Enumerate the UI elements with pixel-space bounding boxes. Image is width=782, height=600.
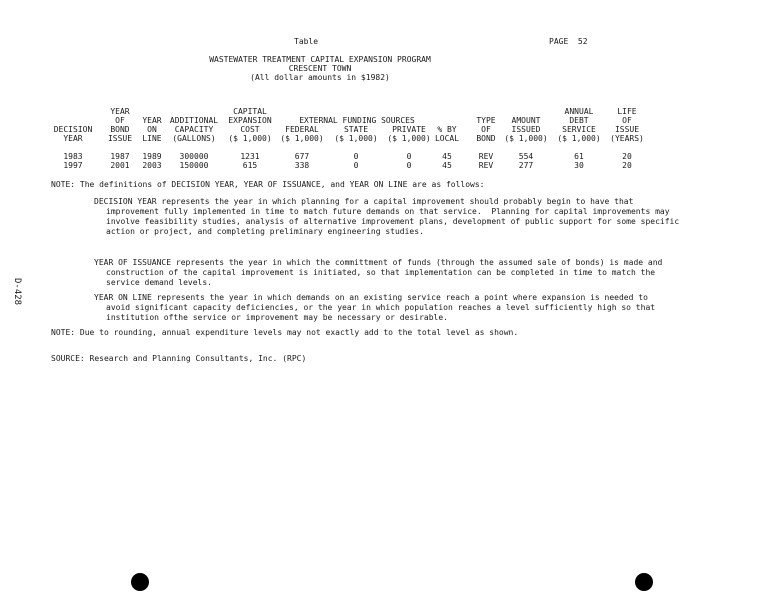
table-cell: 0 bbox=[406, 152, 412, 161]
table-cell: 1989 bbox=[142, 152, 162, 161]
header-private: PRIVATE bbox=[392, 125, 426, 134]
table-cell: 45 bbox=[442, 161, 452, 170]
table-cell: 0 bbox=[406, 161, 412, 170]
table-cell: REV bbox=[478, 152, 494, 161]
header-decision-year: YEAR bbox=[63, 134, 83, 143]
table-cell: 20 bbox=[622, 161, 632, 170]
decision-year-definition bbox=[94, 197, 744, 237]
source-note: SOURCE: Research and Planning Consultants, Inc. (RPC) bbox=[51, 354, 307, 363]
table-cell: 20 bbox=[622, 152, 632, 161]
page-number: PAGE 52 bbox=[549, 37, 588, 46]
header-federal: FEDERAL bbox=[285, 125, 319, 134]
binder-hole-right bbox=[635, 573, 653, 591]
header-debt-service: SERVICE bbox=[562, 125, 596, 134]
header-pct-local: LOCAL bbox=[434, 134, 460, 143]
table-cell: 338 bbox=[294, 161, 310, 170]
definition-line: YEAR OF ISSUANCE represents the year in which the committment of funds (through the assumed sale of bonds) is made and bbox=[94, 258, 663, 267]
header-decision: DECISION bbox=[53, 125, 93, 134]
header-bondtype-bond: BOND bbox=[476, 134, 496, 143]
definition-line: DECISION YEAR represents the year in which planning for a capital improvement should probably begin to have that bbox=[94, 197, 634, 206]
definition-line: action or project, and completing preliminary engineering studies. bbox=[106, 227, 424, 236]
header-bondtype-of: OF bbox=[481, 125, 491, 134]
header-cost-units: ($ 1,000) bbox=[228, 134, 272, 143]
header-cost-cost: COST bbox=[240, 125, 260, 134]
header-life: LIFE bbox=[617, 107, 637, 116]
table-cell: 0 bbox=[353, 152, 359, 161]
table-cell: 677 bbox=[294, 152, 310, 161]
table-cell: 0 bbox=[353, 161, 359, 170]
table-cell: REV bbox=[478, 161, 494, 170]
header-bond-of: OF bbox=[115, 116, 125, 125]
table-cell: 61 bbox=[574, 152, 584, 161]
table-cell: 1983 bbox=[63, 152, 83, 161]
definition-line: involve feasibility studies, analysis of alternative improvement plans, development of public support for some specific bbox=[106, 217, 680, 226]
year-on-line-definition bbox=[94, 293, 744, 323]
table-cell: 45 bbox=[442, 152, 452, 161]
header-private-units: ($ 1,000) bbox=[387, 134, 431, 143]
document-subtitle: CRESCENT TOWN bbox=[288, 64, 352, 73]
table-cell: 30 bbox=[574, 161, 584, 170]
rounding-note: NOTE: Due to rounding, annual expenditure levels may not exactly add to the total level as shown. bbox=[51, 328, 519, 337]
header-online-line: LINE bbox=[142, 134, 162, 143]
header-federal-units: ($ 1,000) bbox=[280, 134, 324, 143]
header-debt-debt: DEBT bbox=[569, 116, 589, 125]
definition-line: service demand levels. bbox=[106, 278, 212, 287]
header-online-on: ON bbox=[147, 125, 157, 134]
header-debt-units: ($ 1,000) bbox=[557, 134, 601, 143]
header-online-year: YEAR bbox=[142, 116, 162, 125]
binder-hole-left bbox=[131, 573, 149, 591]
header-life-issue: ISSUE bbox=[614, 125, 640, 134]
definitions-note: NOTE: The definitions of DECISION YEAR, YEAR OF ISSUANCE, and YEAR ON LINE are as follows: bbox=[51, 180, 485, 189]
header-amount-issued: ISSUED bbox=[511, 125, 541, 134]
table-cell: 277 bbox=[518, 161, 534, 170]
table-cell: 150000 bbox=[179, 161, 209, 170]
table-label: Table bbox=[294, 37, 319, 46]
header-bond-issue: ISSUE bbox=[107, 134, 133, 143]
document-currency-note: (All dollar amounts in $1982) bbox=[250, 73, 390, 82]
header-bondtype-type: TYPE bbox=[476, 116, 496, 125]
header-funding-sources: EXTERNAL FUNDING SOURCES bbox=[299, 116, 415, 125]
definition-line: avoid significant capacity deficiencies, or the year in which population reaches a level sufficiently high so that bbox=[106, 303, 656, 312]
definition-line: improvement fully implemented in time to match future demands on that service. Planning for capital improvements may bbox=[106, 207, 670, 216]
table-cell: 1987 bbox=[110, 152, 130, 161]
header-cost-capital: CAPITAL bbox=[233, 107, 267, 116]
table-cell: 300000 bbox=[179, 152, 209, 161]
header-life-of: OF bbox=[622, 116, 632, 125]
table-cell: 554 bbox=[518, 152, 534, 161]
definition-line: institution ofthe service or improvement may be necessary or desirable. bbox=[106, 313, 448, 322]
header-amount-units: ($ 1,000) bbox=[504, 134, 548, 143]
header-capacity-additional: ADDITIONAL bbox=[169, 116, 219, 125]
header-capacity-gallons: (GALLONS) bbox=[172, 134, 216, 143]
header-life-years: (YEARS) bbox=[610, 134, 644, 143]
header-amount: AMOUNT bbox=[511, 116, 541, 125]
table-cell: 1231 bbox=[240, 152, 260, 161]
table-cell: 2001 bbox=[110, 161, 130, 170]
definition-line: construction of the capital improvement is initiated, so that implementation can be completed in time to match the bbox=[106, 268, 656, 277]
header-cost-expansion: EXPANSION bbox=[228, 116, 272, 125]
header-state-units: ($ 1,000) bbox=[334, 134, 378, 143]
definition-line: YEAR ON LINE represents the year in which demands on an existing service reach a point where expansion is needed to bbox=[94, 293, 648, 302]
header-state: STATE bbox=[343, 125, 369, 134]
table-cell: 2003 bbox=[142, 161, 162, 170]
document-title: WASTEWATER TREATMENT CAPITAL EXPANSION PROGRAM bbox=[209, 55, 431, 64]
side-page-label: D-428 bbox=[12, 278, 22, 306]
header-pct-by: % BY bbox=[437, 125, 457, 134]
table-cell: 615 bbox=[242, 161, 258, 170]
table-cell: 1997 bbox=[63, 161, 83, 170]
year-of-issuance-definition bbox=[94, 258, 744, 288]
header-debt-annual: ANNUAL bbox=[564, 107, 594, 116]
header-bond-bond: BOND bbox=[110, 125, 130, 134]
header-bond-year: YEAR bbox=[110, 107, 130, 116]
header-capacity-capacity: CAPACITY bbox=[174, 125, 214, 134]
